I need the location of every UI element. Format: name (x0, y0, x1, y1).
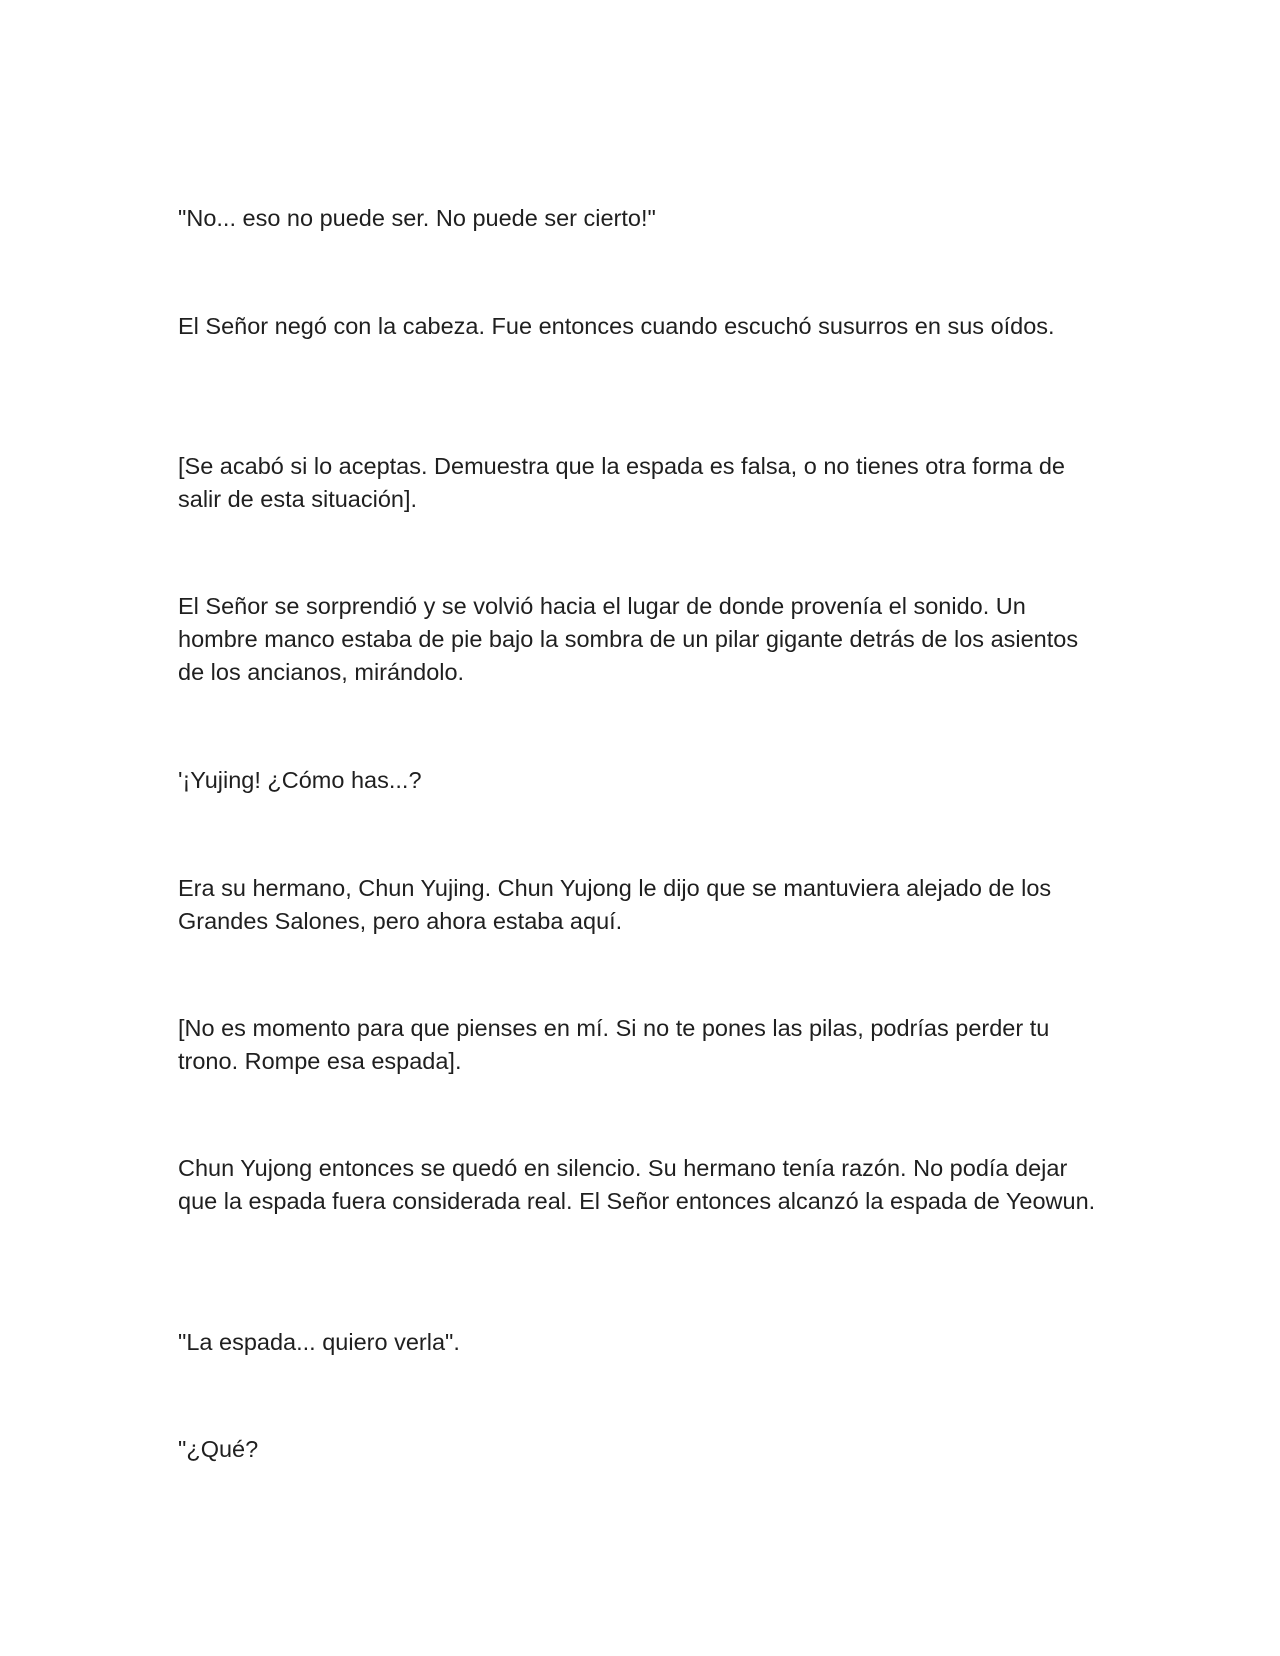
paragraph-10: "¿Qué? (178, 1436, 259, 1462)
paragraph-9: "La espada... quiero verla". (178, 1329, 460, 1355)
paragraph-2: El Señor negó con la cabeza. Fue entonces cuando escuchó susurros en sus oídos. (178, 313, 1055, 339)
paragraph-6: Era su hermano, Chun Yujing. Chun Yujong le dijo que se mantuviera alejado de los Grandes Salones, pero ahora estaba aquí. (178, 875, 1052, 934)
paragraph-1: "No... eso no puede ser. No puede ser cierto!" (178, 205, 656, 231)
paragraph-4: El Señor se sorprendió y se volvió hacia el lugar de donde provenía el sonido. Un hombre manco estaba de pie bajo la sombra de un pilar gigante detrás de los asientos de los ancianos, mirándolo. (178, 593, 1079, 685)
paragraph-5: '¡Yujing! ¿Cómo has...? (178, 767, 422, 793)
paragraph-3: [Se acabó si lo aceptas. Demuestra que la espada es falsa, o no tienes otra forma de salir de esta situación]. (178, 453, 1065, 512)
paragraph-8: Chun Yujong entonces se quedó en silencio. Su hermano tenía razón. No podía dejar que la espada fuera considerada real. El Señor entonces alcanzó la espada de Yeowun. (178, 1155, 1096, 1214)
paragraph-7: [No es momento para que pienses en mí. Si no te pones las pilas, podrías perder tu trono. Rompe esa espada]. (178, 1015, 1050, 1074)
